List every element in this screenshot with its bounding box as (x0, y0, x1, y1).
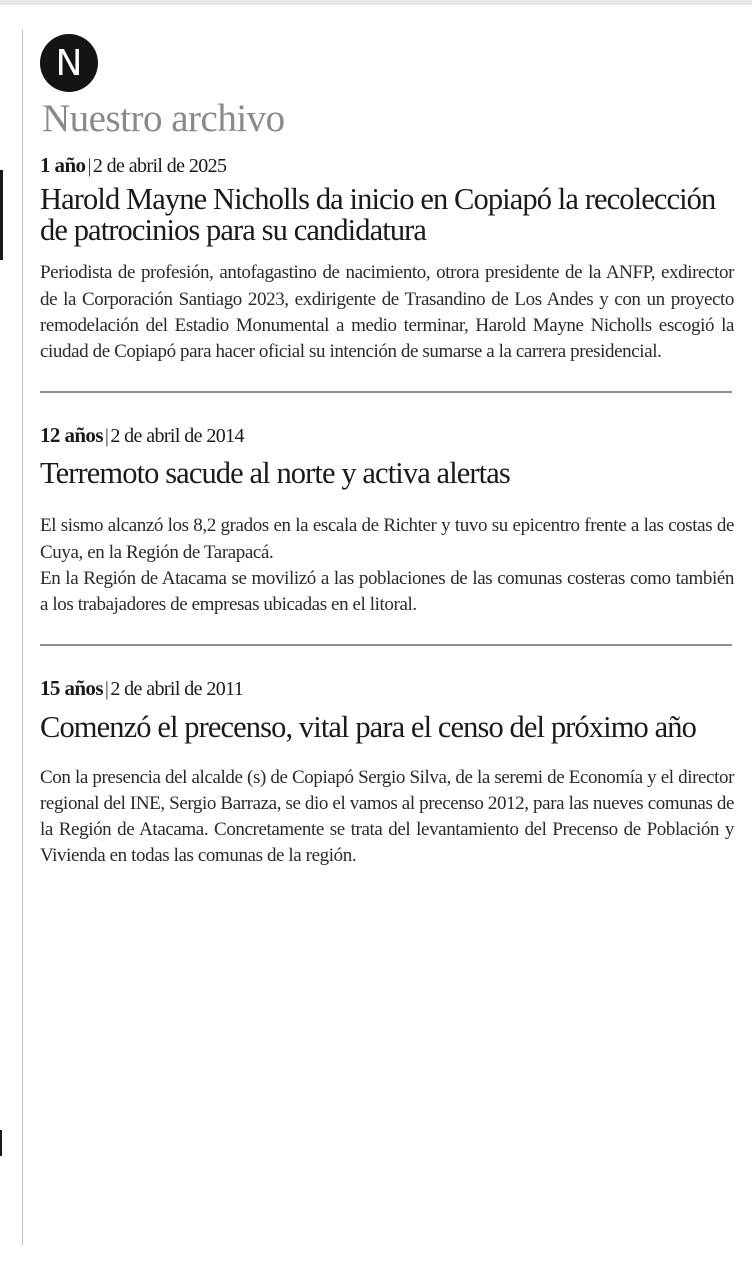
article-body (40, 513, 734, 618)
meta-separator: | (104, 678, 109, 701)
section-title: Nuestro archivo (42, 97, 285, 140)
article-date: 2 de abril de 2025 (92, 154, 227, 177)
article-meta (40, 676, 734, 701)
time-ago: 1 año (40, 152, 86, 177)
article-date: 2 de abril de 2014 (110, 425, 244, 448)
article-headline: Comenzó el precenso, vital para el censo del próximo año (40, 709, 696, 744)
article-paragraph: Periodista de profesión, antofagastino de nacimiento, otrora presidente de la ANFP, exdirector de la Corporación Santiago 2023, exdirigente de Trasandino de Los Andes y con un proyecto remodelación del Estadio Monumental a medio terminar, Harold Mayne Nicholls escogió la ciudad de Copiapó para hacer oficial su intención de sumarse a la carrera presidencial. (40, 262, 734, 362)
time-ago: 15 años (40, 676, 103, 701)
column-rule (22, 30, 23, 1245)
article-date: 2 de abril de 2011 (110, 678, 244, 701)
article-divider (40, 391, 732, 393)
top-edge-rule (0, 0, 752, 5)
article-paragraph: En la Región de Atacama se movilizó a las poblaciones de las comunas costeras como también a los trabajadores de empresas ubicadas en el litoral. (40, 567, 734, 616)
article-body (40, 260, 734, 365)
article-divider (40, 644, 732, 646)
edge-mark (0, 1130, 2, 1156)
section-logo (40, 34, 98, 92)
archive-article (40, 676, 734, 869)
logo-letter: N (55, 42, 83, 84)
archive-article (40, 423, 734, 618)
article-meta (40, 153, 734, 178)
article-headline: Terremoto sacude al norte y activa alertas (40, 456, 510, 491)
article-paragraph: Con la presencia del alcalde (s) de Copiapó Sergio Silva, de la seremi de Economía y el director regional del INE, Sergio Barraza, se dio el vamos al precenso 2012, para las nueves comunas de la Región de Atacama. Concretamente se trata del levantamiento del Precenso de Población y Vivienda en todas las comunas de la región. (40, 766, 734, 867)
archive-article (40, 153, 734, 365)
article-body (40, 765, 734, 870)
meta-separator: | (104, 425, 109, 448)
article-meta (40, 423, 734, 448)
time-ago: 12 años (40, 423, 103, 448)
archive-column (40, 34, 734, 870)
article-paragraph: El sismo alcanzó los 8,2 grados en la escala de Richter y tuvo su epicentro frente a las costas de Cuya, en la Región de Tarapacá. (40, 515, 734, 563)
meta-separator: | (87, 154, 91, 177)
article-headline: Harold Mayne Nicholls da inicio en Copiapó la recolección de patrocinios para su candidatura (40, 182, 716, 248)
edge-mark (0, 170, 3, 260)
